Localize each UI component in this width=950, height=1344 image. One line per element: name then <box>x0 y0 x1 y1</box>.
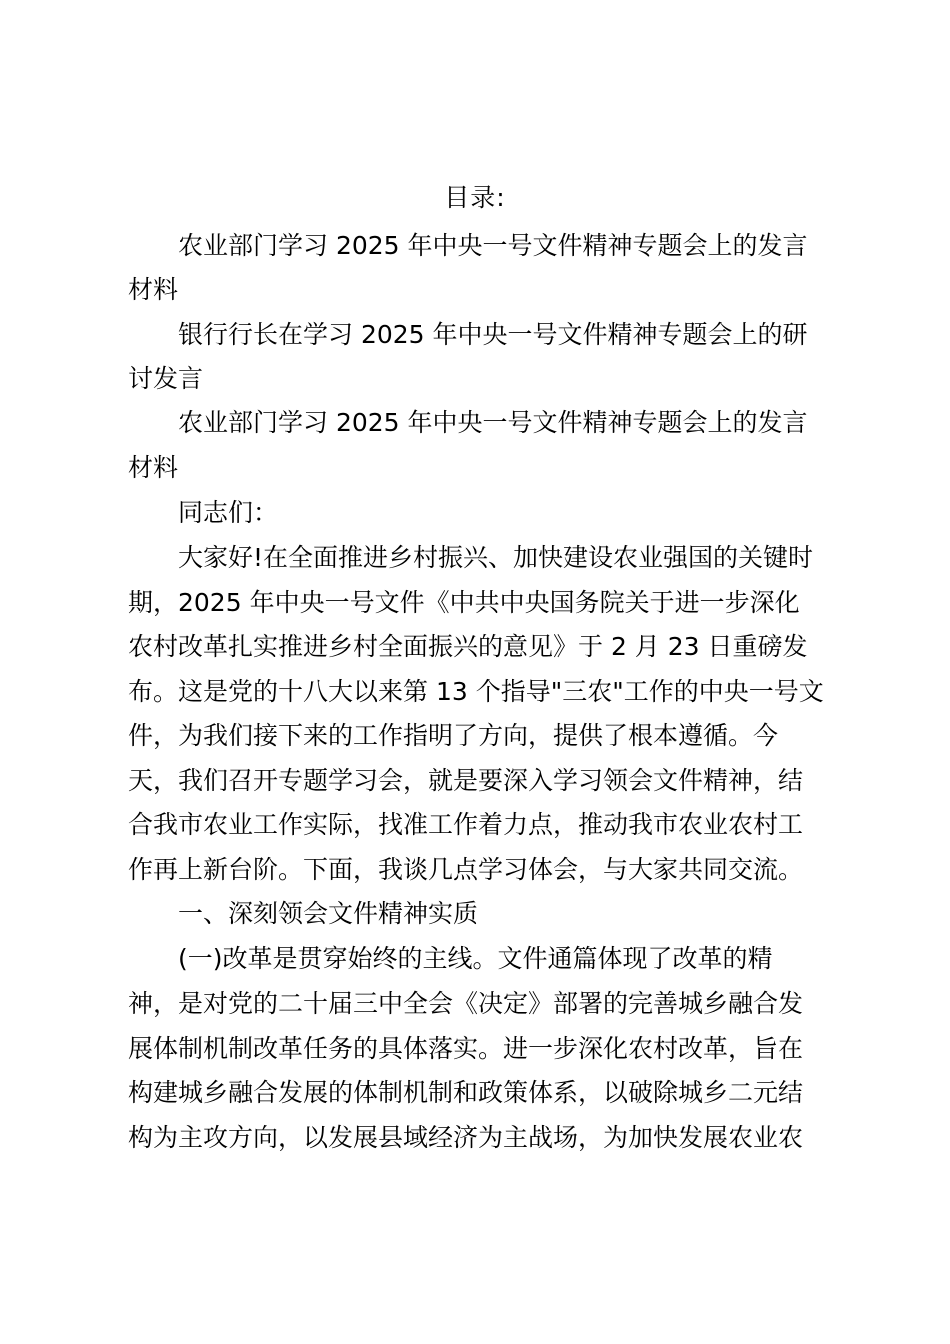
toc-entry-1-line-1[interactable]: 农业部门学习 2025 年中央一号文件精神专题会上的发言 <box>178 231 808 260</box>
intro-line-6: 天，我们召开专题学习会，就是要深入学习领会文件精神，结 <box>128 766 804 795</box>
section-1-heading: 一、深刻领会文件精神实质 <box>178 899 479 928</box>
toc-entry-3-line-2[interactable]: 材料 <box>128 453 179 482</box>
salutation: 同志们： <box>178 498 279 527</box>
toc-entry-3-line-1[interactable]: 农业部门学习 2025 年中央一号文件精神专题会上的发言 <box>178 408 808 437</box>
toc-title: 目录: <box>444 183 506 212</box>
intro-line-8: 作再上新台阶。下面，我谈几点学习体会，与大家共同交流。 <box>128 855 804 884</box>
intro-line-7: 合我市农业工作实际，找准工作着力点，推动我市农业农村工 <box>128 810 804 839</box>
section-1-line-3: 展体制机制改革任务的具体落实。进一步深化农村改革，旨在 <box>128 1034 804 1063</box>
intro-line-4: 布。这是党的十八大以来第 13 个指导"三农"工作的中央一号文 <box>128 677 824 706</box>
intro-line-1: 大家好!在全面推进乡村振兴、加快建设农业强国的关键时 <box>178 543 814 572</box>
intro-line-3: 农村改革扎实推进乡村全面振兴的意见》于 2 月 23 日重磅发 <box>128 632 808 661</box>
intro-line-5: 件，为我们接下来的工作指明了方向，提供了根本遵循。今 <box>128 721 779 750</box>
toc-entry-2-line-1[interactable]: 银行行长在学习 2025 年中央一号文件精神专题会上的研 <box>178 320 808 349</box>
intro-line-2: 期，2025 年中央一号文件《中共中央国务院关于进一步深化 <box>128 588 800 617</box>
section-1-line-4: 构建城乡融合发展的体制机制和政策体系，以破除城乡二元结 <box>128 1078 804 1107</box>
toc-entry-1-line-2[interactable]: 材料 <box>128 275 179 304</box>
section-1-line-1: (一)改革是贯穿始终的主线。文件通篇体现了改革的精 <box>178 944 773 973</box>
toc-entry-2-line-2[interactable]: 讨发言 <box>128 364 204 393</box>
section-1-line-2: 神，是对党的二十届三中全会《决定》部署的完善城乡融合发 <box>128 989 804 1018</box>
section-1-line-5: 构为主攻方向，以发展县域经济为主战场，为加快发展农业农 <box>128 1123 804 1152</box>
